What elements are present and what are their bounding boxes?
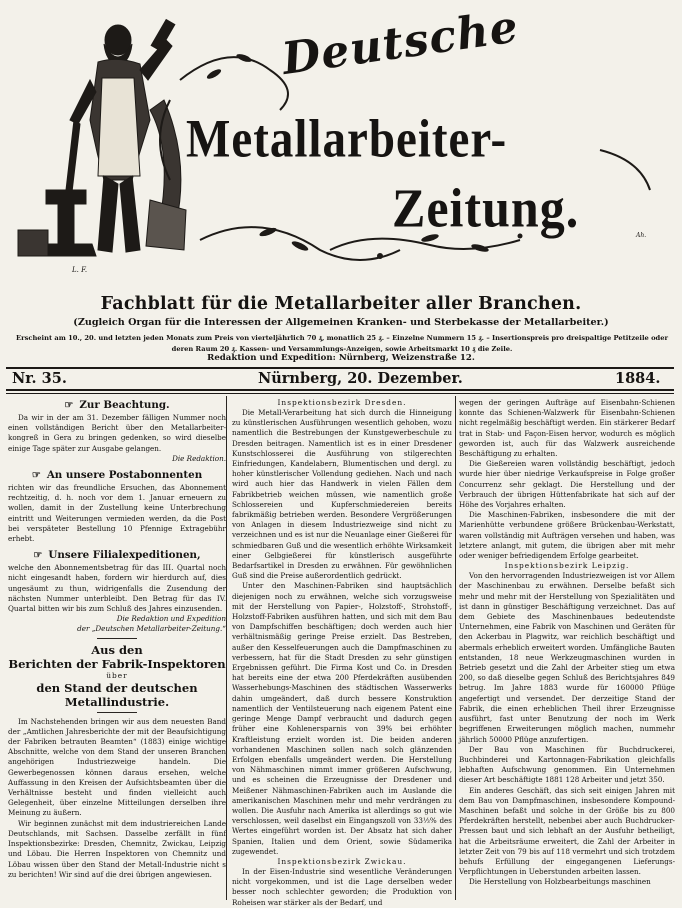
subscribers-heading: ☞ An unsere Postabonnenten [31, 469, 203, 482]
notice-signature: Die Redaktion. [172, 453, 226, 463]
section-separator [97, 638, 137, 639]
artist-signature: L. F. [72, 266, 88, 274]
zwickau-continued-text: wegen der geringen Aufträge auf Eisenbahn-Schienen konnte das Schienen-Walzwerk für Eisenbahn-Schienen nicht regelmäßig beschäftigt werden. Ein stärkerer Bedarf trat in Stab- und Façon-Eisen hervor, wodurch es möglich geworden ist, auch für das Walzwerk ausreichende Beschäftigung zu erhalten. [459, 398, 675, 459]
district-heading-dresden: Inspektionsbezirk Dresden. [277, 398, 407, 407]
report-heading-1: Aus den [91, 642, 143, 657]
rule-bottom [6, 389, 674, 391]
dresden-machines-text: Unter den Maschinen-Fabriken sind hauptsächlich diejenigen noch zu erwähnen, welche sich vorzugsweise mit der Herstellung von Papier-, Holzstoff-, Strohstoff-, Holzstoff-Fabriken ausführen hatten, und sich mit dem Bau von Dampfschiffen beschäftigen; doch werden auch hier verhältnismäßig geringe Preise erzielt. Das Bestreben, außer den Kesselfeuerungen auch die Dampfmaschinen zu verbessern, hat für die Stadt Dresden zu sehr günstigen Ergebnissen geführt. Die Firma Kost und Co. in Dresden hat bereits eine der etwa 200 Pferdekräften ausübenden Wasserhebungs-Maschinen des städtischen Wasserwerks dahin umgeändert, daß durch bessere Konstruktion namentlich der Ventilsteuerung nach eigenem Patent eine geringe Menge Dampf verbraucht und dadurch gegen früher eine Kohlenersparnis von 39% bei erhöhter Kraftleistung erzielt worden ist. Die beiden anderen vorhandenen Maschinen sollen nach solch glänzenden Erfolgen ebenfalls umgeändert werden. Die Herstellung von Nähmaschinen nimmt immer größeren Aufschwung, und es scheinen die Erzeugnisse der Dresdener und Meißener Nähmaschinen-Fabriken auch im Auslande die amerikanischen Maschinen mehr und mehr verdrängen zu wollen. Die Ausfuhr nach Amerika ist allerdings so gut wie verschlossen, weil daselbst ein Eingangszoll von 33⅓% des Wertes eingeführt worden ist. Der Absatz hat sich daher Spanien, Italien und dem Orient, sowie Südamerika zugewendet. [232, 581, 452, 856]
editorial-address: Redaktion und Expedition: Nürnberg, Weizenstraße 12. [207, 353, 475, 363]
issue-date: Nürnberg, 20. Dezember. [258, 370, 463, 387]
report-heading-2: Berichten der Fabrik-Inspektoren [8, 656, 226, 671]
report-heading-3: über [106, 670, 128, 680]
branches-signature-1: Die Redaktion und Expedition [116, 614, 226, 624]
machine-factories-text: Die Maschinen-Fabriken, insbesondere die mit der Marienhütte verbundene größere Brückenbau-Werkstatt, waren vollständig mit Aufträgen versehen und haben, was letztere anlangt, mit gutem, die übrigen aber mit mehr oder weniger befriedigendem Erfolge gearbeitet. [459, 510, 675, 561]
report-saxony: Wir beginnen zunächst mit dem industriereichen Lande Deutschlands, mit Sachsen. Dasselbe zerfällt in fünf Inspektionsbezirke: Dresden, Chemnitz, Zwickau, Leipzig und Löbau. Die Herren Inspektoren von Chemnitz und Löbau wissen über den Stand der Metall-Industrie nicht s zu berichten! Wir sind auf die drei übrigen angewiesen. [8, 818, 226, 879]
title-word-zeitung: Zeitung. [392, 177, 580, 239]
column-3 [459, 398, 675, 898]
pointing-hand-icon: ☞ [31, 470, 41, 482]
report-heading-4: den Stand der deutschen Metallindustrie. [36, 680, 198, 709]
organ-note: (Zugleich Organ für die Interessen der Allgemeinen Kranken- und Sterbekasse der Metallarbeiter.) [73, 317, 609, 328]
rule-bottom-thin [6, 393, 674, 394]
title-word-metallarbeiter: Metallarbeiter- [186, 109, 508, 169]
report-intro: Im Nachstehenden bringen wir aus dem neuesten Band der „Amtlichen Jahresberichte der mit der Beaufsichtigung der Fabriken betrauten Beamten“ (1883) einige wichtige Abschnitte, welche von dem Stand der unseren Branchen angehörigen Industriezweige handeln. Die Gewerbegenossen können daraus ersehen, welche Auffassung in den Kreisen der Aufsichtsbeamten über die Verhältnisse besteht und finden vielleicht auch Gelegenheit, über einzelne Mitteilungen derselben ihre Meinung zu äußern. [8, 716, 226, 818]
column-divider [455, 396, 456, 900]
title-word-deutsche: Deutsche [278, 1, 522, 85]
dresden-metal-text: Die Metall-Verarbeitung hat sich durch die Hinneigung zu künstlerischen Ausführungen wesentlich gehoben, wozu namentlich die Bestrebungen der Kunstgewerbeschule zu Dresden beitragen. Namentlich ist es in einer Dresdener Kunstschlosserei die Ausführung von stilgerechten Einfriedungen, Kandelabern, Blumentischen und dergl. zu hoher künstlerischer Vollendung gediehen. Nach und nach wird auch hier das Handwerk in vielen Fällen dem Fabrikbetrieb weichen müssen, wie namentlich große Schlossereien und Kupferschmiedereien bereits fabrikmäßig betrieben werden. Besondere Vergrößerungen von Anlagen in diesem Industriezweige sind nicht zu verzeichnen und es ist nur die Neuanlage einer Gießerei für schmiedbaren Guß und die wesentlich erhöhte Wirksamkeit einer Gelbgießerei für künstlerisch ausgeführte Bedarfsartikel in Dresden zu erwähnen. Für gewöhnlichen Guß sind die Preise außerordentlich gedrückt. [232, 408, 452, 581]
district-heading-zwickau: Inspektionsbezirk Zwickau. [277, 856, 407, 866]
subtitle: Fachblatt für die Metallarbeiter aller Branchen. [100, 294, 582, 314]
issue-year: 1884. [615, 370, 661, 387]
pointing-hand-icon: ☞ [64, 400, 74, 411]
pointing-hand-icon: ☞ [33, 550, 43, 562]
subscribers-text: richten wir das freundliche Ersuchen, das Abonnement rechtzeitig, d. h. noch vor dem 1. Januar erneuern zu wollen, damit in der Zustellung keine Unterbrechung eintritt und Weiterungen vermieden werden, da die Post bei verspäteter Bestellung 10 Pfennige Extragebühr erhebt. [8, 483, 226, 544]
engraver-signature: Ah. [636, 232, 647, 239]
district-heading-leipzig: Inspektionsbezirk Leipzig. [504, 561, 630, 571]
printing-machines-text: Der Bau von Maschinen für Buchdruckerei, Buchbinderei und Kartonnagen-Fabrikation gleichfalls lebhaften Aufschwung genommen. Ein Unternehmen dieser Art beschäftigte 1881 128 Arbeiter und jetzt 350. [459, 744, 675, 785]
notice-text: Da wir in der am 31. Dezember fälligen Nummer noch einen vollständigen Bericht über den Metallarbeiter-kongreß in Gera zu bringen gedenken, so wird dieselbe einige Tage später zur Ausgabe gelangen. [8, 413, 226, 453]
branches-signature-2: der „Deutschen Metallarbeiter-Zeitung.“ [77, 624, 226, 634]
column-2 [232, 398, 452, 907]
foundries-text: Die Gießereien waren vollständig beschäftigt, jedoch wurde hier über niedrige Verkaufspreise in Folge großer Concurrenz sehr geklagt. Die Herstellung und der Verbrauch der übrigen Hüttenfabrikate hat sich auf der Höhe des Vorjahres erhalten. [459, 459, 675, 510]
woodworking-text: Die Herstellung von Holzbearbeitungs maschinen [469, 877, 651, 887]
notice-heading: ☞ Zur Beachtung. [64, 399, 170, 411]
section-separator [97, 712, 137, 713]
rule-top [6, 367, 674, 369]
branches-heading: ☞ Unsere Filialexpeditionen, [33, 549, 201, 562]
publication-info: Erscheint am 10., 20. und letzten jeden Monats zum Preis von vierteljährlich 70 ₰, monatlich 25 ₰. – Einzelne Nummern 15 ₰. – Insertionspreis pro dreispaltige Petitzeile oder deren Raum 20 ₰. Kassen- und Versammlungs-Anzeigen, sowie Arbeitsmarkt 10 ₰ die Zeile. [15, 334, 668, 353]
column-divider [226, 396, 227, 900]
masthead [0, 0, 682, 292]
branches-text: welche den Abonnementsbetrag für das III. Quartal noch nicht eingesandt haben, fordern wir hierdurch auf, dies ungesäumt zu thun, widrigenfalls die Zusendung der nächsten Nummer unterbleibt. Den Betrag für das IV. Quartal bitten wir bis zum Schluß des Jahres einzusenden. [8, 563, 226, 614]
leipzig-text: Von den hervorragenden Industriezweigen ist vor Allem der Maschinenbau zu erwähnen. Derselbe befaßt sich mehr und mehr mit der Herstellung von Spezialitäten und ist dann in günstiger Beschäftigung verzeichnet. Das auf dem Gebiete des Maschinenbaues bedeutendste Unternehmen, eine Fabrik von Maschinen und Geräten für den Ackerbau in Plagwitz, war reichlich beschäftigt und abermals erheblich erweitert worden. Umfängliche Bauten entstanden, 18 neue Werkzeugmaschinen wurden in Betrieb gesetzt und die Zahl der Arbeiter stieg um etwa 200, so daß dieselbe gegen Schluß des Berichtsjahres 849 betrug. Im Jahre 1883 wurde für 160000 Pflüge angefertigt und versendet. Der derzeitige Stand der Fabrik, die einen erheblichen Theil ihrer Erzeugnisse ausführt, fast unter Benutzung der noch im Werk begriffenen Erweiterungen möglich machen, nummehr jährlich 50000 Pflüge anzufertigen. [459, 571, 675, 744]
issue-number: Nr. 35. [12, 370, 67, 387]
steam-engines-text: Ein anderes Geschäft, das sich seit einigen Jahren mit dem Bau von Dampfmaschinen, insbesondere Kompound-Maschinen befaßt und solche in der Größe bis zu 800 Pferdekräften herstellt, nebenbei aber auch Buchdrucker-Pressen baut und sich lebhaft an der Ausfuhr betheiligt, hat die Arbeitsräume erweitert, die Zahl der Arbeiter in letzter Zeit von 79 bis auf 118 vermehrt und sich trotzdem behufs Erfüllung der eingegangenen Lieferungs-Verpflichtungen in Ueberstunden arbeiten lassen. [459, 785, 675, 877]
column-1 [8, 398, 226, 898]
zwickau-text: In der Eisen-Industrie sind wesentliche Veränderungen nicht vorgekommen, und ist die Lage derselben weder besser noch schlechter geworden; die Produktion von Roheisen war stärker als der Bedarf, und [232, 866, 452, 907]
